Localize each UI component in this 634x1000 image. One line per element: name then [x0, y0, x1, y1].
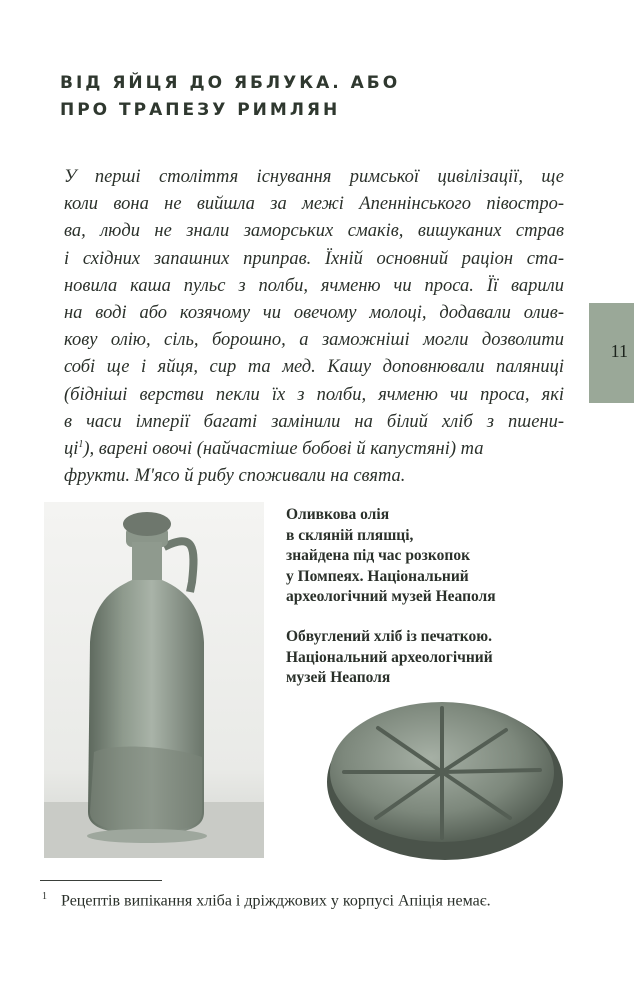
- footnote-number: 1: [42, 891, 47, 902]
- bread-caption: [286, 627, 493, 689]
- bottle-caption: [286, 505, 496, 608]
- caption-line: археологічний музей Неаполя: [286, 588, 496, 605]
- body-line: фрукти. М'ясо й рибу споживали на свята.: [64, 466, 406, 487]
- footnote-text: Рецептів випікання хліба і дріжджових у корпусі Апіція немає.: [61, 892, 491, 910]
- body-line: собі ще і яйця, сир та мед. Кашу доповнювали паляниці: [64, 357, 564, 378]
- body-line: У перші століття існування римської цивілізації, ще: [64, 167, 564, 187]
- body-text-fragment: ), варені овочі (найчастіше бобові й капустяні) та: [83, 438, 484, 459]
- body-line: новила каша пульс з полби, ячменю чи проса. Її варили: [64, 275, 564, 296]
- caption-line: Національний археологічний: [286, 648, 493, 666]
- body-text-fragment: ці: [64, 438, 79, 459]
- footnote-divider: [40, 880, 162, 881]
- caption-line: музей Неаполя: [286, 669, 391, 686]
- footnote-reference: 1: [78, 438, 84, 450]
- caption-line: Обвуглений хліб із печаткою.: [286, 628, 493, 645]
- body-line: на воді або козячому чи овечому молоці, додавали олив-: [64, 302, 564, 323]
- chapter-heading: [60, 70, 480, 124]
- heading-line-2: ПРО ТРАПЕЗУ РИМЛЯН: [60, 100, 341, 120]
- heading-line-1: ВІД ЯЙЦЯ ДО ЯБЛУКА. АБО: [60, 73, 401, 93]
- body-paragraph: [64, 164, 564, 490]
- footnote: [42, 887, 562, 911]
- bread-illustration: [320, 690, 570, 865]
- caption-line: в скляній пляшці,: [286, 526, 414, 544]
- body-line: в часи імперії багаті замінили на білий хліб з пшени-: [64, 411, 564, 432]
- carbonized-bread-photo: [320, 690, 570, 865]
- caption-line: знайдена під час розкопок: [286, 547, 471, 564]
- caption-line: у Помпеях. Національний: [286, 567, 469, 585]
- page-number-tab: [589, 303, 634, 403]
- body-line: коли вона не вийшла за межі Апеннінського півостро-: [64, 194, 564, 215]
- body-line: (бідніші верстви пекли їх з полби, ячменю чи проса, які: [64, 384, 564, 405]
- body-line: ва, люди не знали заморських смаків, вишуканих страв: [64, 221, 564, 242]
- olive-oil-bottle-photo: [44, 502, 264, 858]
- page-number: 11: [610, 341, 628, 361]
- body-line-with-footnote: [64, 436, 564, 463]
- body-line: кову олію, сіль, борошно, а заможніші могли дозволити: [64, 330, 564, 351]
- bottle-illustration: [44, 502, 264, 858]
- caption-line: Оливкова олія: [286, 506, 390, 523]
- body-line: і східних запашних приправ. Їхній основний раціон ста-: [64, 248, 564, 269]
